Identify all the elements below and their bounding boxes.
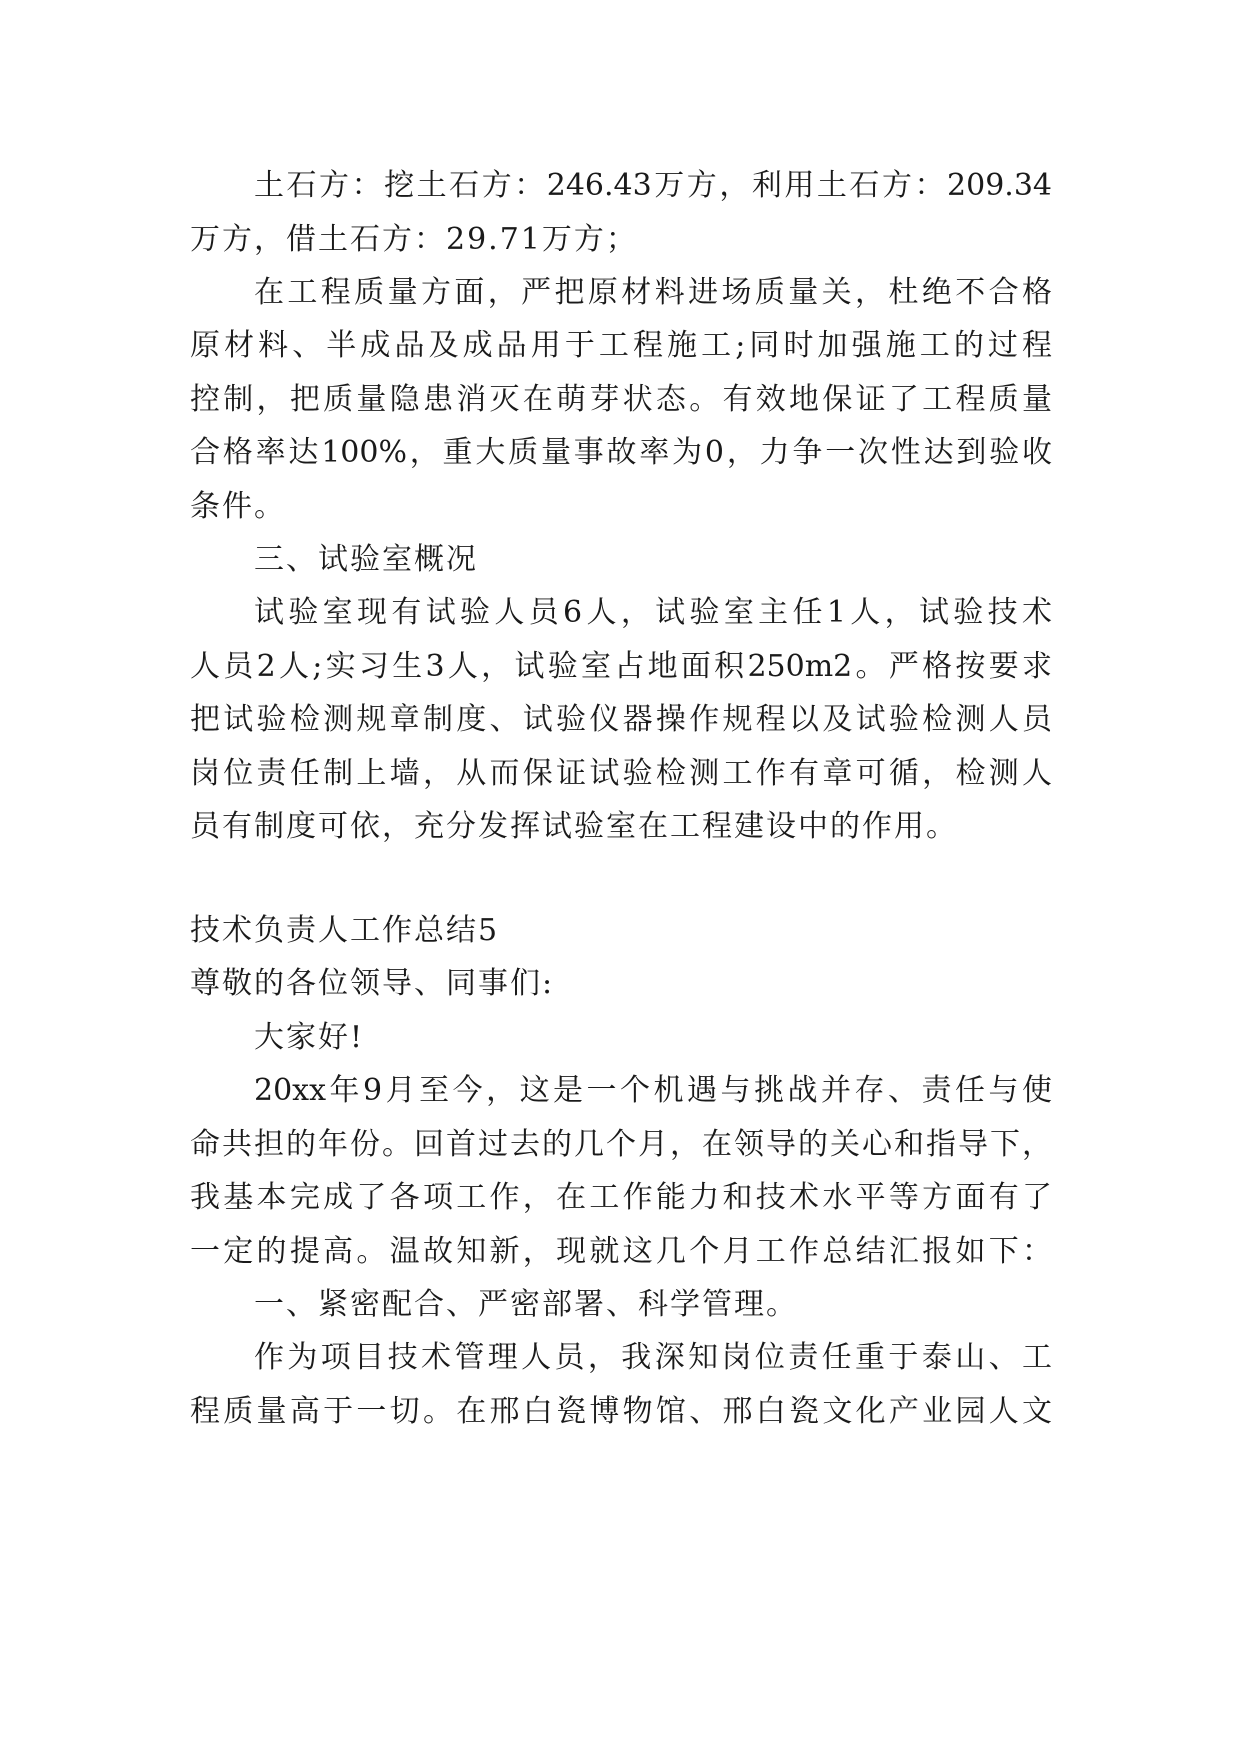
text-line: 程质量高于一切。在邢白瓷博物馆、邢白瓷文化产业园人文: [190, 1394, 1052, 1429]
text-line: 在工程质量方面，严把原材料进场质量关，杜绝不合格: [254, 275, 1052, 310]
text-line: 控制，把质量隐患消灭在萌芽状态。有效地保证了工程质量: [190, 382, 1052, 417]
text-line: 万方，借土石方：29.71万方；: [190, 222, 638, 257]
text-line: 一定的提高。温故知新，现就这几个月工作总结汇报如下：: [190, 1234, 1052, 1269]
text-line: 合格率达100%，重大质量事故率为0，力争一次性达到验收: [190, 435, 1052, 470]
text-line: 命共担的年份。回首过去的几个月，在领导的关心和指导下，: [190, 1127, 1052, 1162]
text-line: 员有制度可依，充分发挥试验室在工程建设中的作用。: [190, 809, 958, 844]
text-line: 条件。: [190, 489, 286, 524]
salutation: 尊敬的各位领导、同事们:: [190, 966, 555, 1001]
text-line: 原材料、半成品及成品用于工程施工;同时加强施工的过程: [190, 328, 1052, 363]
text-line: 20xx年9月至今，这是一个机遇与挑战并存、责任与使: [254, 1073, 1052, 1108]
text-line: 把试验检测规章制度、试验仪器操作规程以及试验检测人员: [190, 702, 1052, 737]
text-line: 我基本完成了各项工作，在工作能力和技术水平等方面有了: [190, 1180, 1052, 1215]
document-title: 技术负责人工作总结5: [190, 913, 500, 948]
text-line: 人员2人;实习生3人，试验室占地面积250m2。严格按要求: [190, 649, 1052, 684]
greeting: 大家好!: [254, 1020, 365, 1055]
text-line: 试验室现有试验人员6人，试验室主任1人，试验技术: [254, 595, 1052, 630]
text-line: 作为项目技术管理人员，我深知岗位责任重于泰山、工: [254, 1340, 1052, 1375]
text-line: 土石方：挖土石方：246.43万方，利用土石方：209.34: [254, 168, 1052, 203]
section-heading: 一、紧密配合、严密部署、科学管理。: [254, 1287, 798, 1322]
section-heading: 三、试验室概况: [254, 542, 478, 577]
text-line: 岗位责任制上墙，从而保证试验检测工作有章可循，检测人: [190, 756, 1052, 791]
